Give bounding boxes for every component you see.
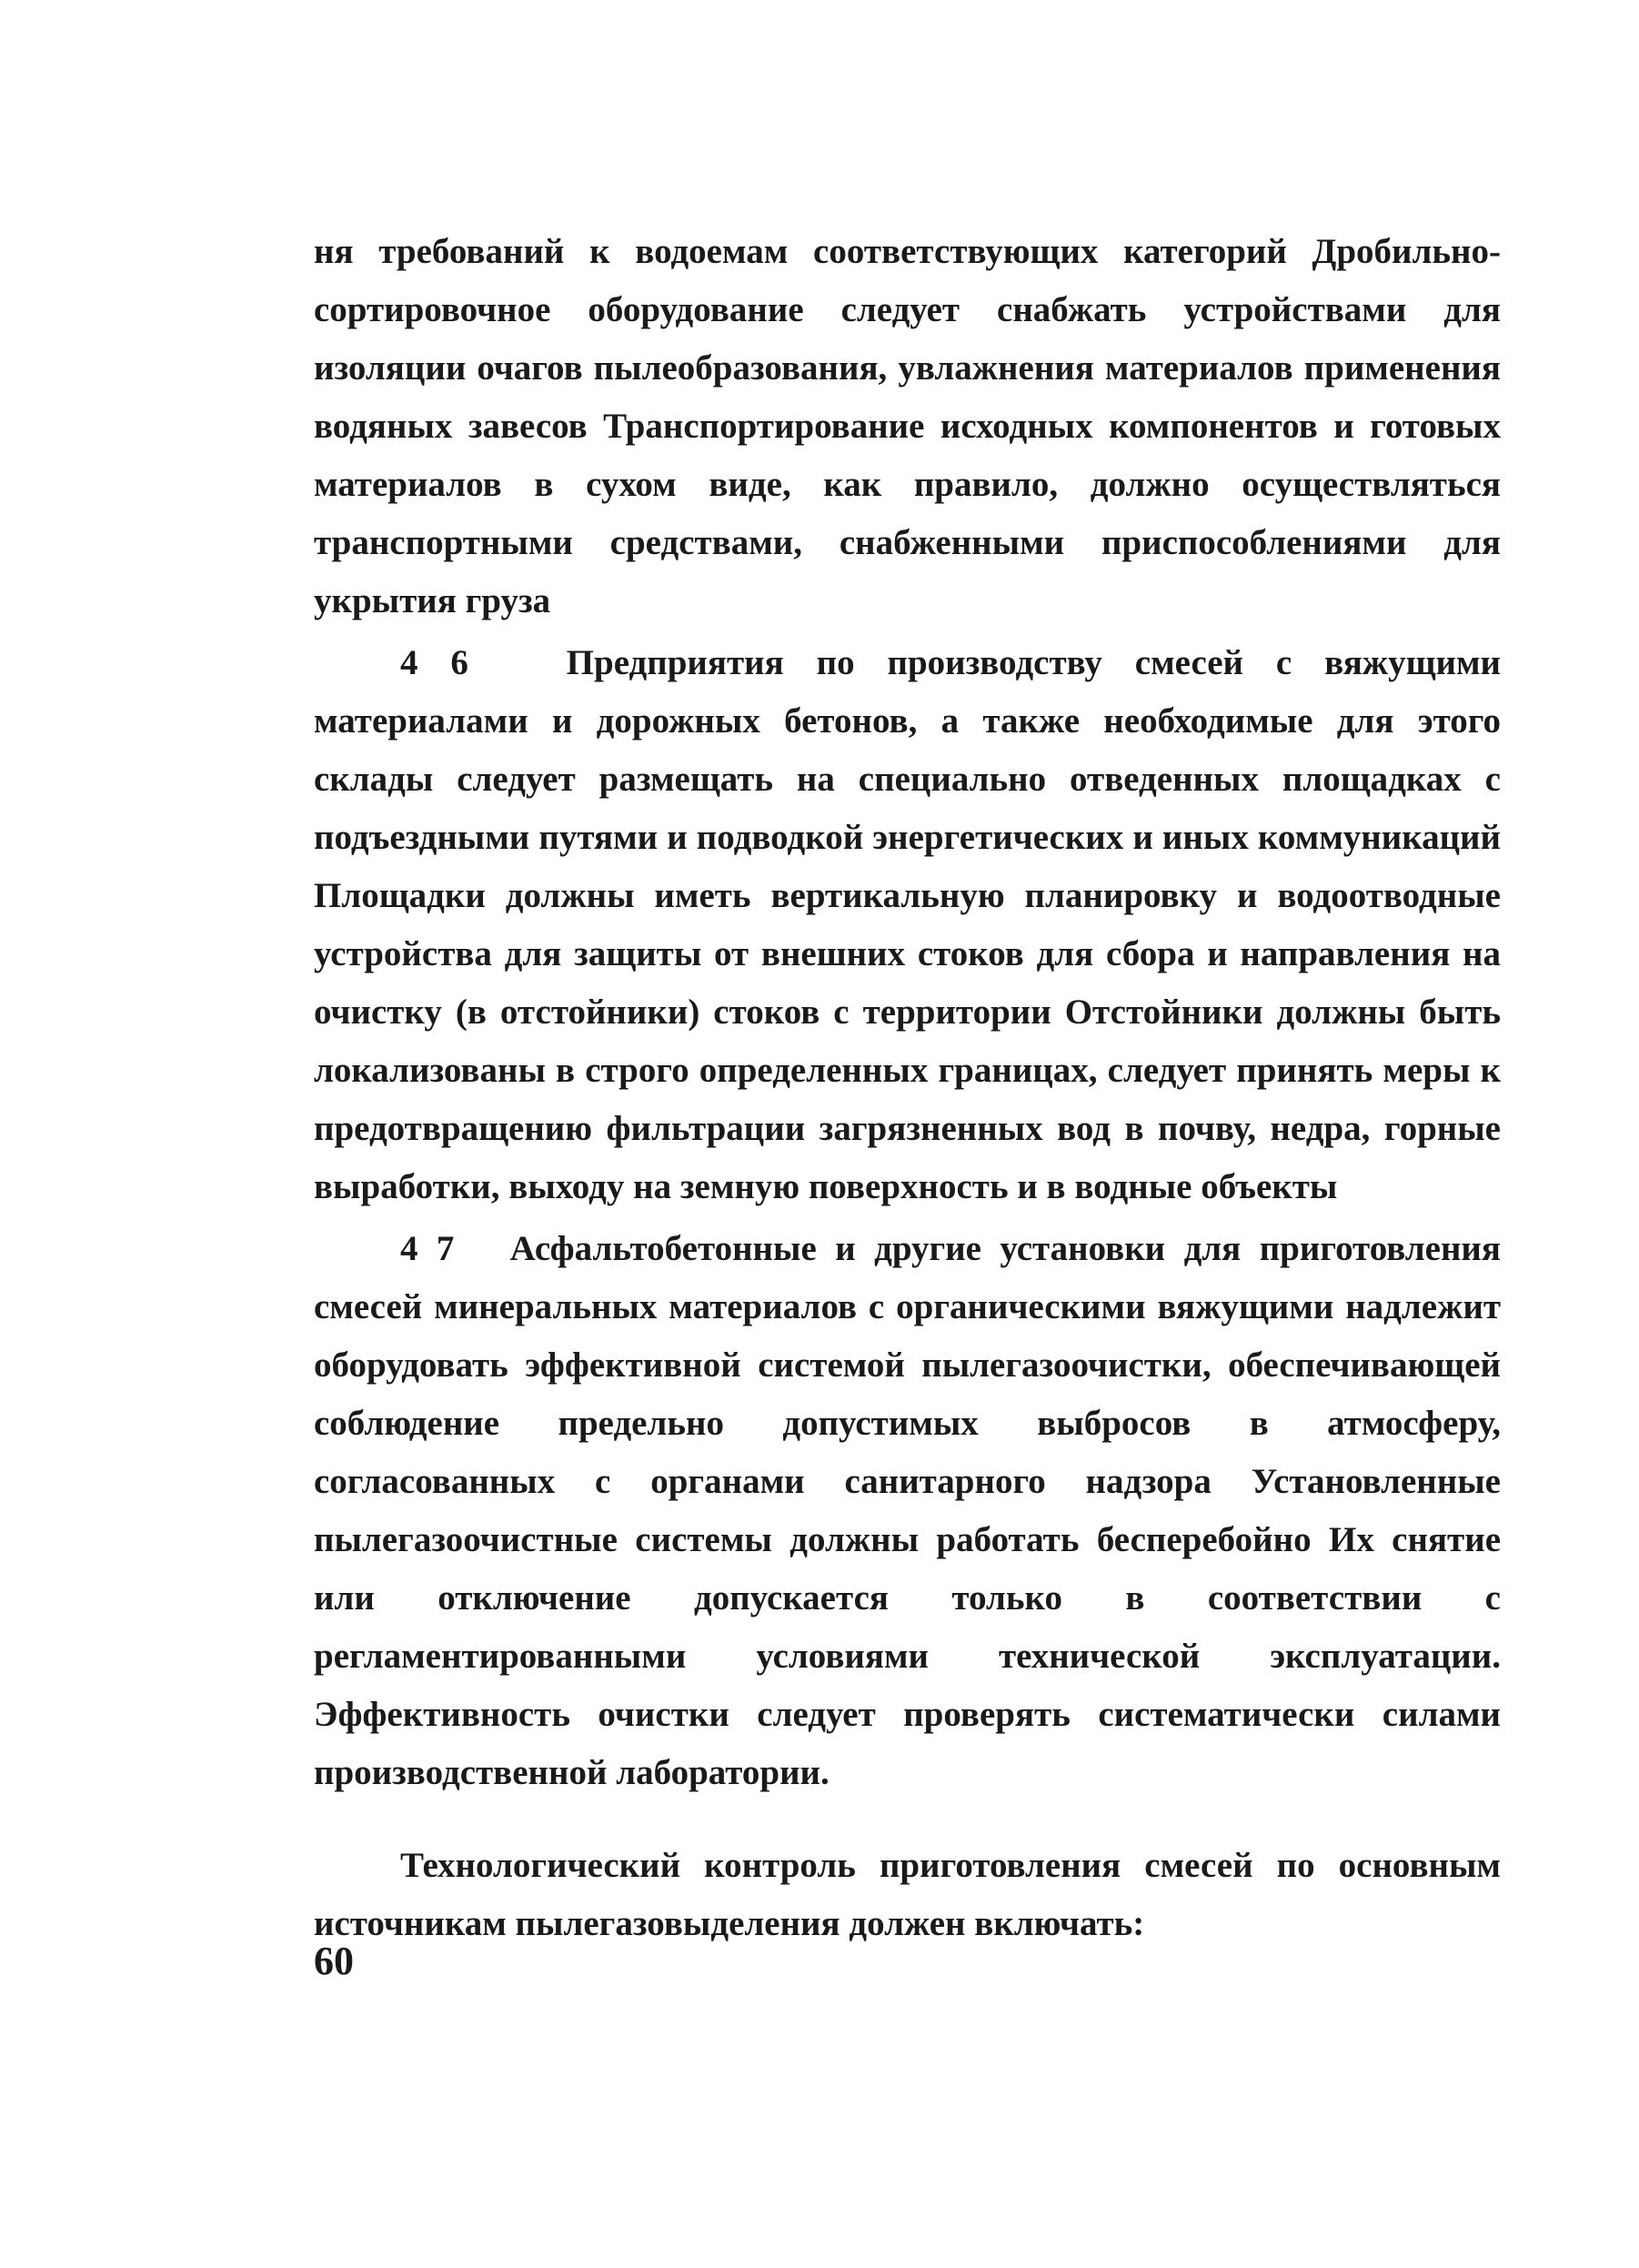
paragraph-text: Предприятия по производству смесей с вяжущими материалами и дорожных бетонов, а также необходимые для этого склады следует размещать на специально отведенных площадках с подъездными путями и подводкой энергетических и иных коммуникаций Площадки должны иметь вертикальную планировку и водоотводные устройства для защиты от внешних стоков для сбора и направления на очистку (в отстойники) стоков с территории Отстойники должны быть локализованы в строго определенных границах, следует принять меры к предотвращению фильтрации загрязненных вод в почву, недра, горные выработки, выходу на земную поверхность и в водные объекты — [314, 643, 1502, 1206]
paragraph-text: ня требований к водоемам соответствующих категорий Дробильно-сортировочное оборудование следует снабжать устройствами для изоляции очагов пылеобразования, увлажнения материалов применения водяных завесов Транспортирование исходных компонентов и готовых материалов в сухом виде, как правило, должно осуществляться транспортными средствами, снабженными приспособлениями для укрытия груза — [314, 232, 1501, 620]
paragraph-continuation — [314, 223, 1501, 630]
paragraph-control — [314, 1837, 1501, 1953]
page-number: 60 — [314, 1939, 354, 1983]
paragraph-4-7 — [314, 1220, 1501, 1802]
section-number: 4 6 — [400, 643, 468, 682]
paragraph-text: Технологический контроль приготовления смесей по основным источникам пылегазовыделения должен включать: — [314, 1846, 1501, 1943]
body-text — [314, 223, 1501, 1953]
paragraph-4-6 — [314, 634, 1501, 1216]
paragraph-text: Асфальтобетонные и другие установки для приготовления смесей минеральных материалов с органическими вяжущими надлежит оборудовать эффективной системой пылегазоочистки, обеспечивающей соблюдение предельно допустимых выбросов в атмосферу, согласованных с органами санитарного надзора Установленные пылегазоочистные системы должны работать бесперебойно Их снятие или отключение допускается только в соответствии с регламентированными условиями технической эксплуатации. Эффективность очистки следует проверять систематически силами производственной лаборатории. — [314, 1229, 1501, 1792]
section-number: 4 7 — [400, 1229, 455, 1268]
